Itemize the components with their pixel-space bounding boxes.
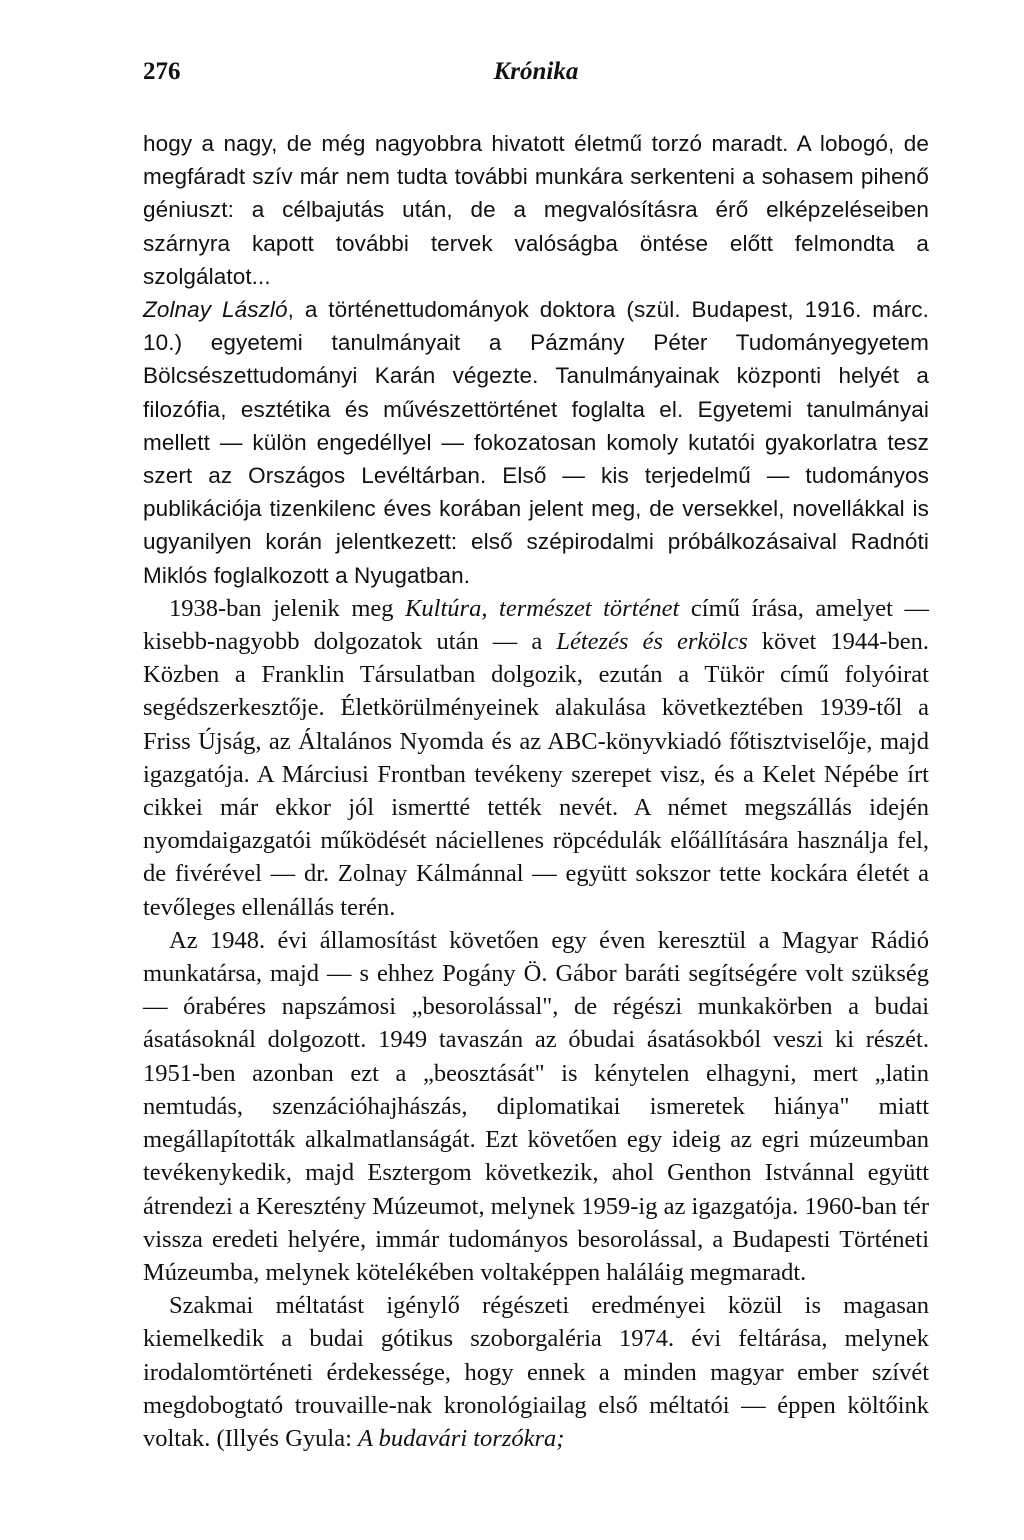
text-run: Szakmai méltatást igénylő régészeti eredményei közül is magasan kiemelkedik a budai gótikus szoborgaléria 1974. évi feltárása, melynek irodalomtörténeti érdekessége, hogy ennek a minden magyar ember szívét megdobogtató trouvaille-nak kronológiailag első méltatói — éppen költőink voltak. (Illyés Gyula:: [143, 1292, 929, 1452]
paragraph: [143, 1289, 929, 1455]
italic-text-run: A budavári torzókra;: [358, 1424, 565, 1452]
running-title: Krónika: [493, 58, 579, 85]
italic-text-run: Kultúra, természet történet: [405, 594, 680, 622]
text-run: , a történettudományok doktora (szül. Budapest, 1916. márc. 10.) egyetemi tanulmányait a Pázmány Péter Tudományegyetem Bölcsészettudományi Karán végezte. Tanulmányainak központi helyét a filozófia, esztétika és művészettörténet foglalta el. Egyetemi tanulmányai mellett — külön engedéllyel — fokozatosan komoly kutatói gyakorlatra tesz szert az Országos Levéltárban. Első — kis terjedelmű — tudományos publikációja tizenkilenc éves korában jelent meg, de versekkel, novellákkal is ugyanilyen korán jelentkezett: első szépirodalmi próbálkozásaival Radnóti Miklós foglalkozott a Nyugatban.: [143, 297, 930, 588]
text-run: Az 1948. évi államosítást követően egy éven keresztül a Magyar Rádió munkatársa, majd — s ehhez Pogány Ö. Gábor baráti segítségére volt szükség — órabéres napszámosi „besorolással", de régészi munkakörben a budai ásatásoknál dolgozott. 1949 tavaszán az óbudai ásatásokból veszi ki részét. 1951-ben azonban ezt a „beosztását" is kénytelen elhagyni, mert „latin nemtudás, szenzációhajhászás, diplomatikai ismeretek hiánya" miatt megállapították alkalmatlanságát. Ezt követően egy ideig az egri múzeumban tevékenykedik, majd Esztergom következik, ahol Genthon Istvánnal együtt átrendezi a Keresztény Múzeumot, melynek 1959-ig az igazgatója. 1960-ban tér vissza eredeti helyére, immár tudományos besorolással, a Budapesti Történeti Múzeumba, melynek kötelékében voltaképpen haláláig megmaradt.: [143, 926, 929, 1286]
paragraph: [143, 293, 929, 592]
text-run: 1938-ban jelenik meg: [169, 594, 406, 622]
italic-text-run: Létezés és erkölcs: [556, 628, 748, 656]
text-run: követ 1944-ben. Közben a Franklin Társulatban dolgozik, ezután a Tükör című folyóirat segédszerkesztője. Életkörülményeinek alakulása következtében 1939-től a Friss Újság, az Általános Nyomda és az ABC-könyvkiadó főtisztviselője, majd igazgatója. A Márciusi Frontban tevékeny szerepet visz, és a Kelet Népébe írt cikkei már ekkor jól ismertté tették nevét. A német megszállás idején nyomdaigazgatói működését náciellenes röpcédulák előállítására használja fel, de fivérével — dr. Zolnay Kálmánnal — együtt sokszor tette kockára életét a tevőleges ellenállás terén.: [143, 628, 929, 921]
paragraph: [143, 924, 929, 1289]
text-run: hogy a nagy, de még nagyobbra hivatott életmű torzó maradt. A lobogó, de megfáradt szív már nem tudta további munkára serkenteni a sohasem pihenő géniuszt: a célbajutás után, de a megvalósításra érő elképzeléseiben szárnyra kapott további tervek valóságba öntése előtt felmondta a szolgálatot...: [143, 131, 929, 289]
page-header: [143, 58, 929, 98]
paragraph: [143, 592, 929, 924]
page-number: 276: [143, 58, 181, 85]
article-body: [143, 127, 929, 1455]
italic-text-run: Zolnay László: [143, 297, 288, 323]
paragraph: [143, 127, 929, 293]
text-run: című írása, amelyet — kisebb-nagyobb dolgozatok után — a: [143, 594, 929, 656]
